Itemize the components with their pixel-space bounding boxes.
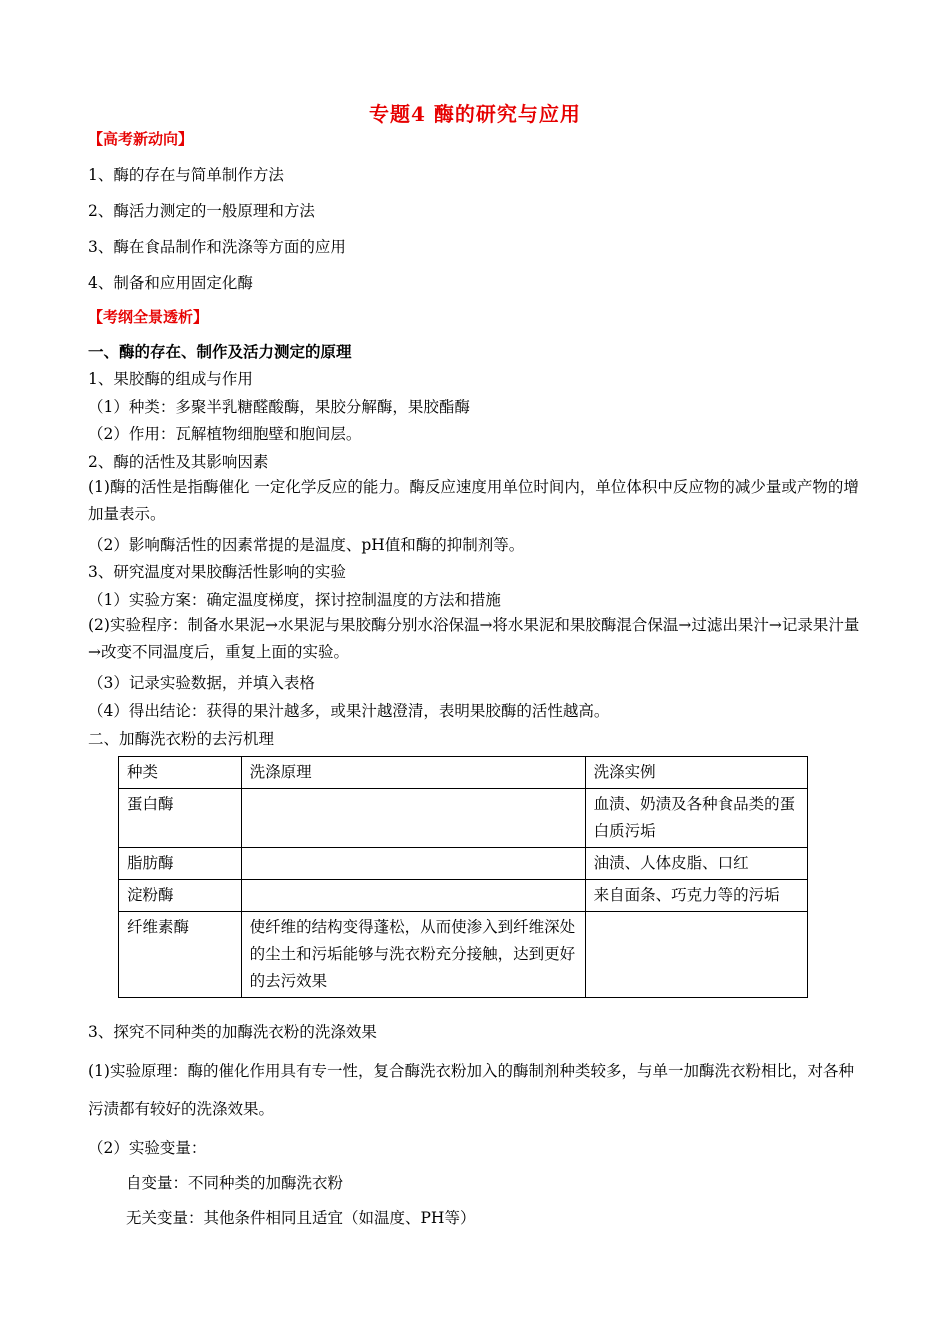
table-cell: [241, 880, 585, 912]
text-line: （2）实验变量：: [88, 1139, 207, 1157]
text-line: （3）记录实验数据，并填入表格: [88, 674, 315, 692]
text-line: 3、研究温度对果胶酶活性影响的实验: [88, 563, 346, 581]
list-item: 4、制备和应用固定化酶: [88, 274, 253, 292]
table-cell: [241, 848, 585, 880]
text-line: 自变量：不同种类的加酶洗衣粉: [126, 1174, 344, 1192]
text-line: 无关变量：其他条件相同且适宜（如温度、PH等）: [126, 1209, 476, 1227]
table-header: 洗涤原理: [241, 757, 585, 789]
list-item: 1、酶的存在与简单制作方法: [88, 166, 284, 184]
table-cell: 血渍、奶渍及各种食品类的蛋白质污垢: [585, 789, 807, 848]
enzyme-table: [118, 756, 808, 998]
text-line: （1）种类：多聚半乳糖醛酸酶，果胶分解酶，果胶酯酶: [88, 398, 470, 416]
table-row: [119, 789, 808, 848]
table-row: [119, 848, 808, 880]
table-cell: 使纤维的结构变得蓬松，从而使渗入到纤维深处的尘土和污垢能够与洗衣粉充分接触，达到更好的去污效果: [241, 912, 585, 998]
table-row: [119, 912, 808, 998]
text-line: （4）得出结论：获得的果汁越多，或果汁越澄清，表明果胶酶的活性越高。: [88, 702, 610, 720]
table-cell: 纤维素酶: [119, 912, 242, 998]
table-cell: 油渍、人体皮脂、口红: [585, 848, 807, 880]
text-line: （1）实验方案：确定温度梯度，探讨控制温度的方法和措施: [88, 591, 501, 609]
text-line: （2）作用：瓦解植物细胞壁和胞间层。: [88, 425, 362, 443]
section-tag-outline: 【考纲全景透析】: [88, 308, 209, 326]
table-header-row: [119, 757, 808, 789]
table-cell: 来自面条、巧克力等的污垢: [585, 880, 807, 912]
paragraph: (1)实验原理：酶的催化作用具有专一性，复合酶洗衣粉加入的酶制剂种类较多，与单一加酶洗衣粉相比，对各种污渍都有较好的洗涤效果。: [88, 1062, 854, 1118]
table-row: [119, 880, 808, 912]
table-header: 种类: [119, 757, 242, 789]
table-header: 洗涤实例: [585, 757, 807, 789]
text-line: 3、探究不同种类的加酶洗衣粉的洗涤效果: [88, 1023, 377, 1041]
text-line: 1、果胶酶的组成与作用: [88, 370, 253, 388]
list-item: 3、酶在食品制作和洗涤等方面的应用: [88, 238, 346, 256]
section-heading: 二、加酶洗衣粉的去污机理: [88, 730, 275, 748]
table-cell: 蛋白酶: [119, 789, 242, 848]
list-item: 2、酶活力测定的一般原理和方法: [88, 202, 315, 220]
section-heading: 一、酶的存在、制作及活力测定的原理: [88, 342, 352, 361]
section-tag-dynamics: 【高考新动向】: [88, 130, 194, 148]
table-cell: 脂肪酶: [119, 848, 242, 880]
paragraph: (1)酶的活性是指酶催化 一定化学反应的能力。酶反应速度用单位时间内，单位体积中反应物的减少量或产物的增加量表示。: [88, 478, 859, 523]
text-line: 2、酶的活性及其影响因素: [88, 453, 269, 471]
document-title: 专题4 酶的研究与应用: [369, 102, 581, 126]
paragraph: (2)实验程序：制备水果泥→水果泥与果胶酶分别水浴保温→将水果泥和果胶酶混合保温→过滤出果汁→记录果汁量→改变不同温度后，重复上面的实验。: [88, 616, 860, 661]
table-cell: [241, 789, 585, 848]
text-line: （2）影响酶活性的因素常提的是温度、pH值和酶的抑制剂等。: [88, 536, 525, 554]
table-cell: [585, 912, 807, 998]
table-cell: 淀粉酶: [119, 880, 242, 912]
